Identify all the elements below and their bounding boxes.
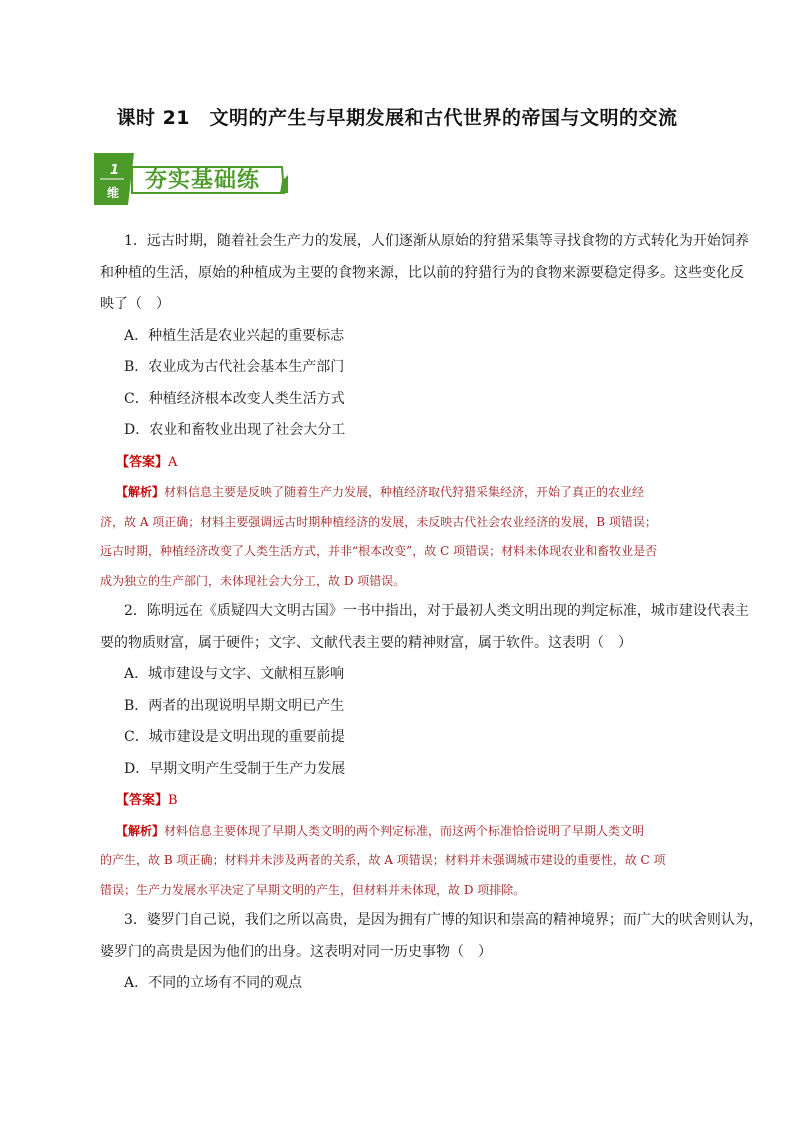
option-d: D．农业和畜牧业出现了社会大分工: [124, 422, 346, 438]
analysis-line: 远古时期，种植经济改变了人类生活方式，并非“根本改变”，故 C 项错误；材料未体现农业和畜牧业是否: [100, 544, 658, 558]
question-2: [100, 596, 749, 905]
question-stem-line: 婆罗门的高贵是因为他们的出身。这表明对同一历史事物（ ）: [100, 943, 492, 960]
question-stem-line: 1．远古时期，随着社会生产力的发展，人们逐渐从原始的狩猎采集等寻找食物的方式转化为开始饲养: [124, 233, 749, 249]
analysis-line: 成为独立的生产部门，未体现社会大分工，故 D 项错误。: [100, 573, 406, 588]
section-number: 1: [110, 163, 120, 178]
section-sub: 维: [107, 186, 120, 200]
question-1: [100, 226, 749, 596]
page-title: 课时 21 文明的产生与早期发展和古代世界的帝国与文明的交流: [116, 107, 678, 129]
analysis: [100, 817, 712, 906]
analysis: [100, 478, 712, 596]
analysis-line: [100, 817, 712, 847]
option-c: C．城市建设是文明出现的重要前提: [124, 729, 345, 745]
question-stem-line: 3．婆罗门自己说，我们之所以高贵，是因为拥有广博的知识和崇高的精神境界；而广大的吠舍则认为，: [124, 912, 763, 928]
question-stem-line: 要的物质财富，属于硬件；文字、文献代表主要的精神财富，属于软件。这表明（ ）: [100, 634, 632, 651]
analysis-tag: 【解析】: [116, 485, 165, 499]
question-stem-line: 和种植的生活，原始的种植成为主要的食物来源，比以前的狩猎行为的食物来源要稳定得多。这些变化反: [100, 264, 744, 281]
option-a: A．种植生活是农业兴起的重要标志: [124, 327, 345, 344]
answer-tag: 【答案】: [116, 793, 169, 808]
section-banner: [94, 153, 290, 205]
analysis-tag: 【解析】: [116, 823, 165, 838]
analysis-text: 材料信息主要体现了早期人类文明的两个判定标准，而这两个标准恰恰说明了早期人类文明: [164, 823, 645, 838]
answer-line: [100, 447, 712, 479]
question-list: [100, 226, 763, 1000]
answer-value: B: [168, 793, 178, 808]
question-3: [100, 905, 763, 1000]
section-label: 夯实基础练: [145, 168, 261, 193]
answer-line: [100, 785, 712, 817]
question-stem-line: 2．陈明远在《质疑四大文明古国》一书中指出，对于最初人类文明出现的判定标准，城市建设代表主: [124, 603, 749, 619]
option-d: D．早期文明产生受制于生产力发展: [124, 760, 346, 777]
answer-tag: 【答案】: [116, 454, 169, 470]
analysis-text: 材料信息主要是反映了随着生产力发展，种植经济取代狩猎采集经济，开始了真正的农业经: [164, 485, 645, 499]
option-b: B．两者的出现说明早期文明已产生: [124, 697, 345, 714]
option-a: A．不同的立场有不同的观点: [124, 975, 303, 991]
question-stem-line: 映了（ ）: [100, 296, 170, 312]
analysis-line: 的产生，故 B 项正确；材料并未涉及两者的关系，故 A 项错误；材料并未强调城市建设的重要性，故 C 项: [100, 853, 666, 867]
analysis-line: 济，故 A 项正确；材料主要强调远古时期种植经济的发展，未反映古代社会农业经济的发展，B 项错误；: [100, 514, 657, 529]
option-b: B．农业成为古代社会基本生产部门: [124, 359, 345, 375]
analysis-line: 错误；生产力发展水平决定了早期文明的产生，但材料并未体现，故 D 项排除。: [100, 882, 526, 897]
option-c: C．种植经济根本改变人类生活方式: [124, 390, 345, 407]
option-a: A．城市建设与文字、文献相互影响: [124, 666, 345, 682]
analysis-line: [100, 478, 712, 508]
answer-value: A: [168, 454, 178, 470]
